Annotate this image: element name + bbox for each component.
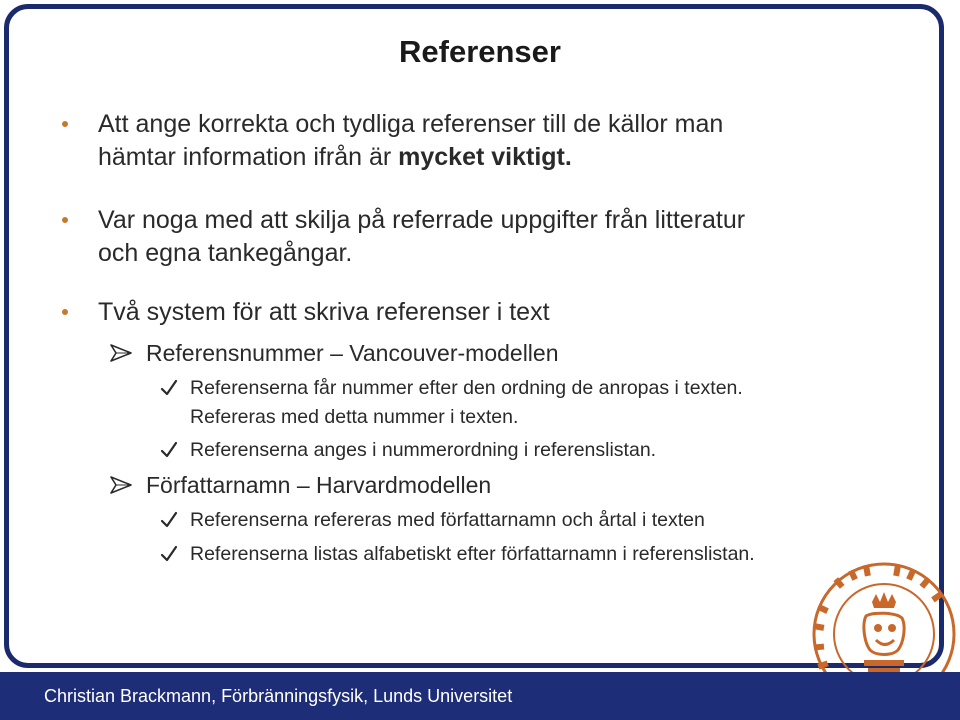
check-item — [160, 403, 920, 431]
system-harvard — [110, 470, 890, 500]
bullet-line: och egna tankegångar. — [98, 239, 353, 267]
slide-frame — [4, 4, 944, 668]
checkmark-icon — [160, 545, 178, 563]
check-item — [160, 506, 920, 534]
system-label: Författarnamn – Harvardmodellen — [146, 472, 492, 498]
bullet-item — [62, 108, 862, 174]
check-item — [160, 436, 920, 464]
system-label: Referensnummer – Vancouver-modellen — [146, 340, 559, 366]
bullet-item — [62, 296, 862, 329]
checkmark-icon — [160, 511, 178, 529]
footer-text: Christian Brackmann, Förbränningsfysik, Lunds Universitet — [44, 686, 513, 706]
bullet-line — [98, 141, 858, 174]
arrow-bullet-icon — [110, 476, 132, 494]
system-vancouver — [110, 338, 890, 368]
checkmark-icon — [160, 379, 178, 397]
bullet-item — [62, 204, 862, 270]
bullet-text — [98, 296, 858, 329]
bullet-dot — [62, 309, 68, 315]
checkmark-icon — [160, 441, 178, 459]
check-text: Referenserna refereras med författarnamn och årtal i texten — [190, 509, 705, 531]
footer-bar — [0, 672, 960, 720]
bullet-text-bold: mycket viktigt. — [398, 143, 572, 171]
bullet-text — [98, 108, 858, 174]
check-text: Refereras med detta nummer i texten. — [190, 406, 519, 428]
check-text: Referenserna får nummer efter den ordning de anropas i texten. — [190, 377, 743, 399]
bullet-line: Att ange korrekta och tydliga referenser till de källor man — [98, 110, 724, 138]
bullet-line: Två system för att skriva referenser i text — [98, 298, 550, 326]
bullet-dot — [62, 217, 68, 223]
slide-title: Referenser — [399, 34, 561, 69]
bullet-text-plain: hämtar information ifrån är — [98, 143, 399, 171]
bullet-text — [98, 204, 858, 270]
check-item — [160, 374, 920, 402]
check-text: Referenserna anges i nummerordning i referenslistan. — [190, 439, 657, 461]
check-text: Referenserna listas alfabetiskt efter författarnamn i referenslistan. — [190, 543, 755, 565]
bullet-dot — [62, 121, 68, 127]
bullet-line: Var noga med att skilja på referrade uppgifter från litteratur — [98, 206, 746, 234]
arrow-bullet-icon — [110, 344, 132, 362]
